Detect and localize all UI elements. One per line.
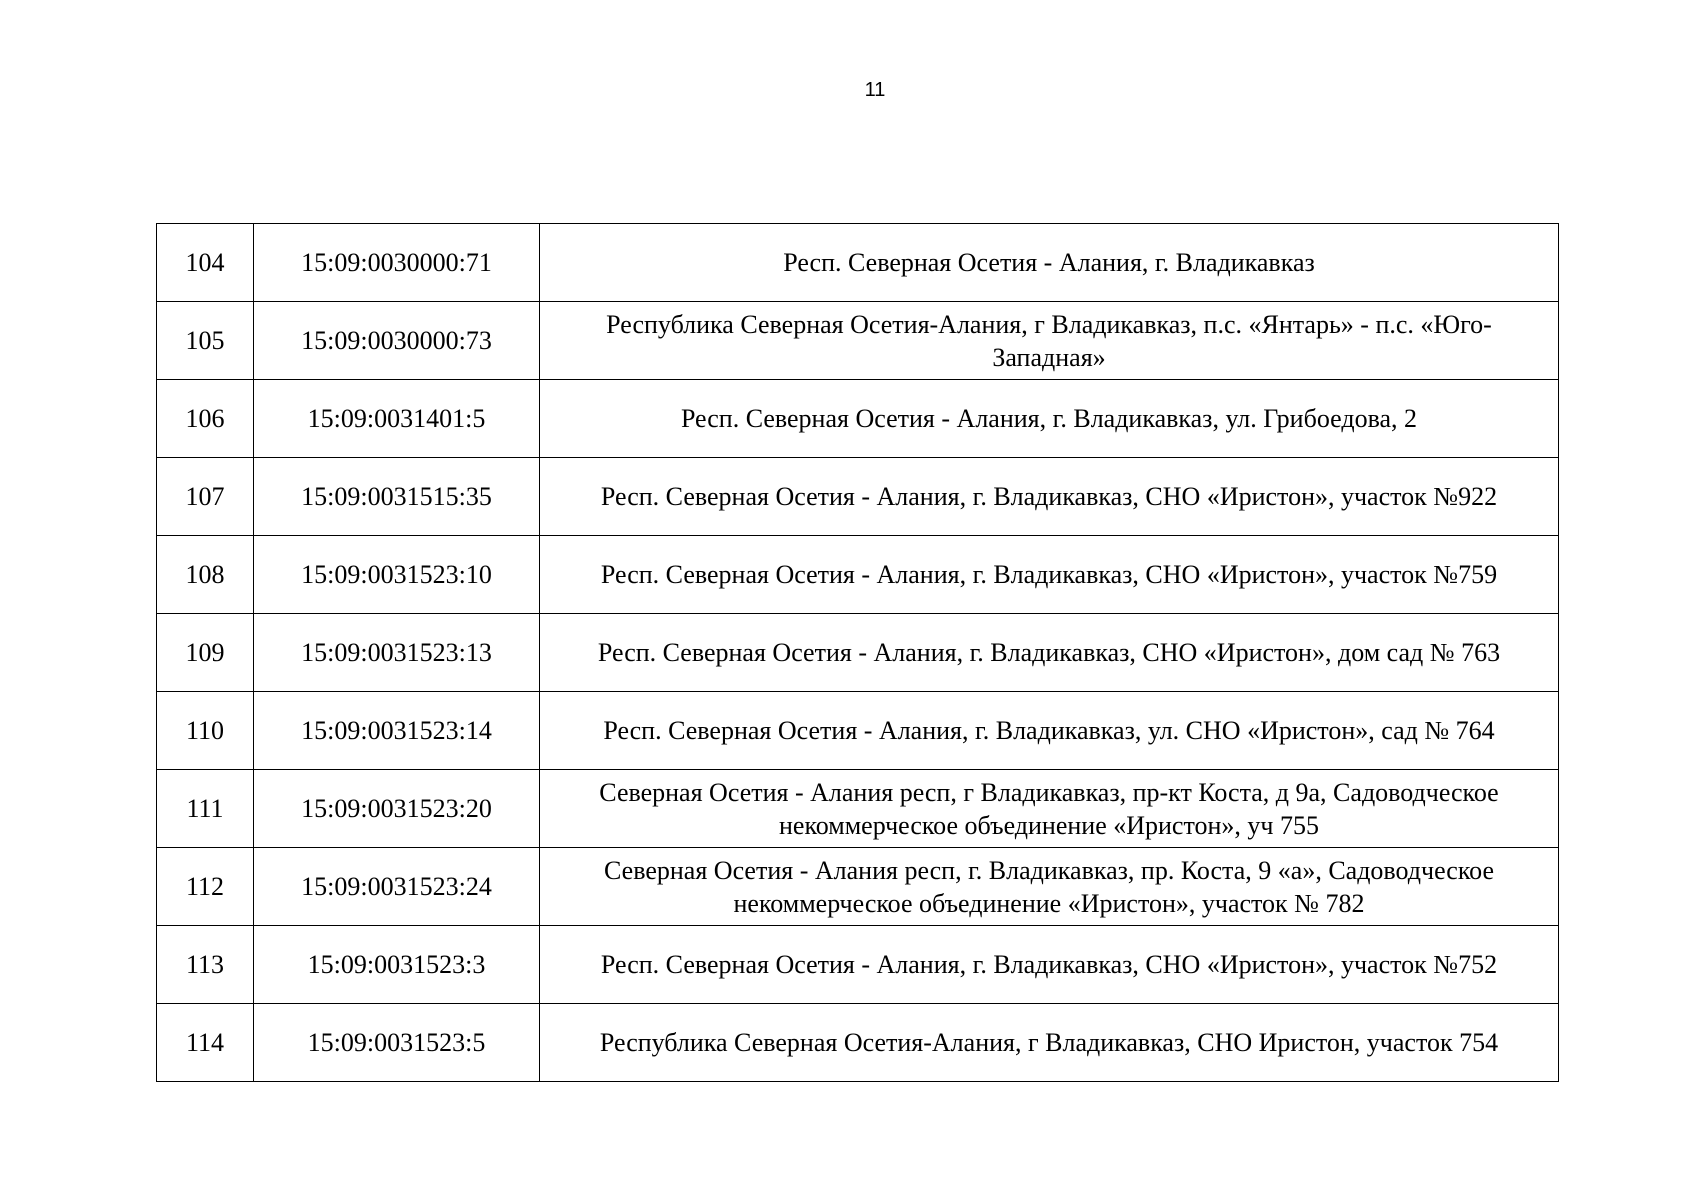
cadastral-number-cell: 15:09:0031523:5 [254,1004,540,1082]
address-cell: Респ. Северная Осетия - Алания, г. Владикавказ, ул. Грибоедова, 2 [540,380,1559,458]
table-row [157,926,1559,1004]
row-number-cell: 106 [157,380,254,458]
address-cell: Северная Осетия - Алания респ, г. Владикавказ, пр. Коста, 9 «а», Садоводческое некоммерческое объединение «Иристон», участок № 782 [540,848,1559,926]
page-number: 11 [864,79,886,101]
table-row [157,1004,1559,1082]
table-row [157,302,1559,380]
address-cell: Северная Осетия - Алания респ, г Владикавказ, пр-кт Коста, д 9а, Садоводческое некоммерческое объединение «Иристон», уч 755 [540,770,1559,848]
table-row [157,848,1559,926]
address-cell: Республика Северная Осетия-Алания, г Владикавказ, п.с. «Янтарь» - п.с. «Юго-Западная» [540,302,1559,380]
table-row [157,458,1559,536]
cadastral-number-cell: 15:09:0031523:14 [254,692,540,770]
cadastral-number-cell: 15:09:0031523:10 [254,536,540,614]
cadastral-number-cell: 15:09:0031515:35 [254,458,540,536]
row-number-cell: 105 [157,302,254,380]
address-cell: Республика Северная Осетия-Алания, г Владикавказ, СНО Иристон, участок 754 [540,1004,1559,1082]
land-plot-table [156,223,1559,1082]
row-number-cell: 104 [157,224,254,302]
address-cell: Респ. Северная Осетия - Алания, г. Владикавказ, ул. СНО «Иристон», сад № 764 [540,692,1559,770]
row-number-cell: 111 [157,770,254,848]
table-row [157,224,1559,302]
row-number-cell: 109 [157,614,254,692]
cadastral-number-cell: 15:09:0031523:3 [254,926,540,1004]
cadastral-number-cell: 15:09:0031523:13 [254,614,540,692]
row-number-cell: 108 [157,536,254,614]
table-row [157,770,1559,848]
row-number-cell: 112 [157,848,254,926]
cadastral-number-cell: 15:09:0031401:5 [254,380,540,458]
address-cell: Респ. Северная Осетия - Алания, г. Владикавказ, СНО «Иристон», участок №759 [540,536,1559,614]
cadastral-number-cell: 15:09:0030000:71 [254,224,540,302]
row-number-cell: 114 [157,1004,254,1082]
address-cell: Респ. Северная Осетия - Алания, г. Владикавказ, СНО «Иристон», дом сад № 763 [540,614,1559,692]
address-cell: Респ. Северная Осетия - Алания, г. Владикавказ, СНО «Иристон», участок №922 [540,458,1559,536]
cadastral-number-cell: 15:09:0031523:20 [254,770,540,848]
cadastral-number-cell: 15:09:0031523:24 [254,848,540,926]
row-number-cell: 113 [157,926,254,1004]
row-number-cell: 110 [157,692,254,770]
cadastral-number-cell: 15:09:0030000:73 [254,302,540,380]
table-row [157,536,1559,614]
address-cell: Респ. Северная Осетия - Алания, г. Владикавказ [540,224,1559,302]
address-cell: Респ. Северная Осетия - Алания, г. Владикавказ, СНО «Иристон», участок №752 [540,926,1559,1004]
table-row [157,692,1559,770]
table-row [157,380,1559,458]
table-row [157,614,1559,692]
row-number-cell: 107 [157,458,254,536]
